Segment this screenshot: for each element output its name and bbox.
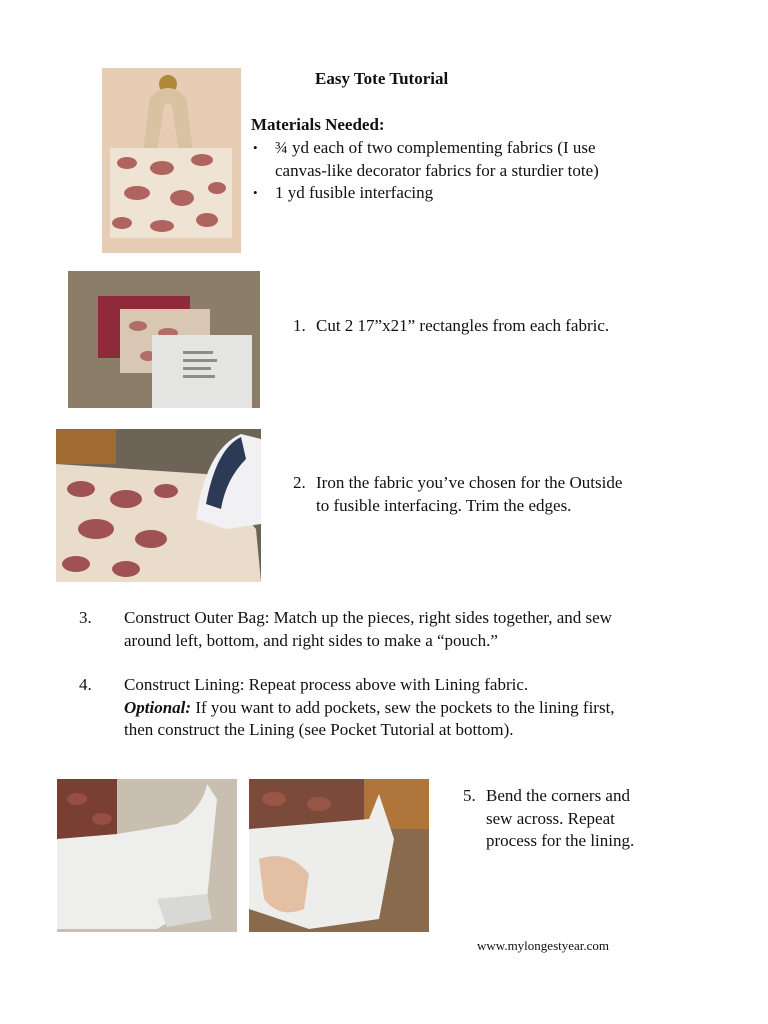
materials-list bbox=[251, 137, 631, 205]
photo-corner-lining bbox=[249, 779, 429, 932]
step-text: Bend the corners and sew across. Repeat process for the lining. bbox=[486, 786, 635, 850]
materials-item: • ¾ yd each of two complementing fabrics (I use canvas-like decorator fabrics for a sturdier tote) bbox=[253, 138, 599, 180]
footer-url: www.mylongestyear.com bbox=[477, 938, 610, 953]
step-text: Iron the fabric you’ve chosen for the Outside to fusible interfacing. Trim the edges. bbox=[316, 473, 623, 515]
step-3: 3. Construct Outer Bag: Match up the pieces, right sides together, and sew around left, bottom, and right sides to make a “pouch.” bbox=[79, 607, 629, 652]
photo-ironing bbox=[56, 429, 261, 582]
step-1: 1. Cut 2 17”x21” rectangles from each fabric. bbox=[293, 315, 613, 338]
page-title: Easy Tote Tutorial bbox=[315, 69, 449, 88]
materials-heading: Materials Needed: bbox=[251, 115, 385, 134]
optional-label: Optional: bbox=[124, 697, 192, 717]
photo-finished-tote bbox=[102, 68, 241, 253]
step-text: Cut 2 17”x21” rectangles from each fabric. bbox=[316, 316, 610, 335]
step-2: 2. Iron the fabric you’ve chosen for the Outside to fusible interfacing. Trim the edges. bbox=[293, 472, 638, 517]
step-text: Construct Outer Bag: Match up the pieces, right sides together, and sew around left, bottom, and right sides to make a “pouch.” bbox=[124, 608, 612, 650]
materials-item: • 1 yd fusible interfacing bbox=[253, 183, 434, 202]
photo-corner-outer bbox=[57, 779, 237, 932]
step-text: Construct Lining: Repeat process above with Lining fabric. Optional: If you want to add pockets, sew the pockets to the lining first, then construct the Lining (see Pocket Tutorial at bottom). bbox=[124, 675, 615, 739]
step-5: 5. Bend the corners and sew across. Repeat process for the lining. bbox=[463, 785, 638, 853]
step-4: 4. Construct Lining: Repeat process above with Lining fabric. Optional: If you want to add pockets, sew the pockets to the lining first, then construct the Lining (see Pocket Tutorial at bottom). bbox=[79, 674, 629, 742]
photo-cut-fabric bbox=[68, 271, 260, 408]
